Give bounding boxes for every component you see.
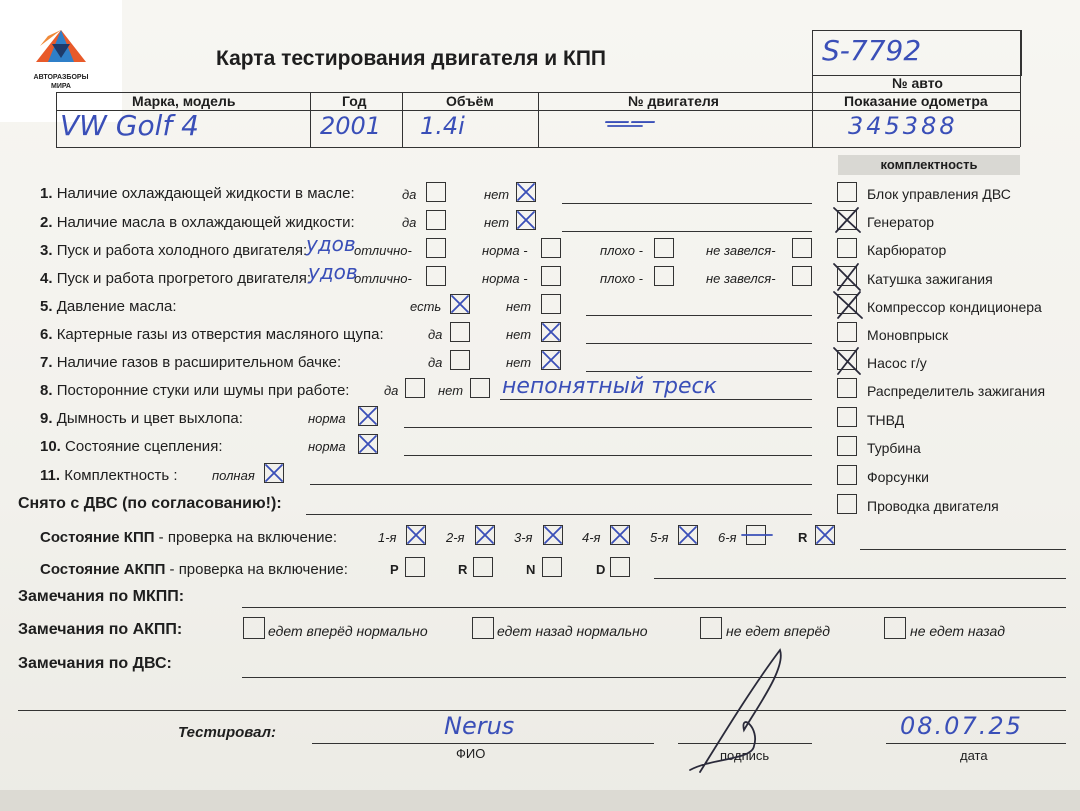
- comp-checkbox-6[interactable]: [837, 322, 857, 342]
- comp-checkbox-10[interactable]: [837, 436, 857, 456]
- q3-nostart-label: не завелся-: [706, 243, 776, 258]
- q10-normal-checkbox[interactable]: [358, 434, 378, 454]
- question-5: 5. Давление масла:: [40, 298, 177, 315]
- question-2: 2. Наличие масла в охлаждающей жидкости:: [40, 214, 355, 231]
- q11-full-label: полная: [212, 468, 255, 483]
- q8-no-checkbox[interactable]: [470, 378, 490, 398]
- volume-label: Объём: [446, 93, 494, 109]
- q4-bad-checkbox[interactable]: [654, 266, 674, 286]
- gear-r-label: R: [798, 530, 808, 545]
- q6-no-label: нет: [506, 327, 532, 342]
- q9-normal-label: норма: [308, 411, 346, 426]
- card-edge: [0, 790, 1080, 811]
- q1-no-checkbox[interactable]: [516, 182, 536, 202]
- logo-mark-icon: [0, 0, 122, 80]
- q8-handwriting: непонятный треск: [502, 374, 717, 399]
- question-7: 7. Наличие газов в расширительном бачке:: [40, 354, 342, 371]
- q1-yes-label: да: [402, 187, 417, 202]
- comp-label-11: Форсунки: [867, 469, 929, 485]
- q2-no-label: нет: [484, 215, 510, 230]
- gear-4-label: 4-я: [582, 530, 601, 545]
- gear-3-label: 3-я: [514, 530, 533, 545]
- akpp-backward-ok-checkbox[interactable]: [472, 617, 494, 639]
- comp-label-5: Компрессор кондиционера: [867, 299, 1042, 315]
- comp-label-10: Турбина: [867, 440, 921, 456]
- question-8: 8. Посторонние стуки или шумы при работе:: [40, 382, 350, 399]
- tester-name: Nerus: [444, 712, 515, 740]
- gear-1-label: 1-я: [378, 530, 397, 545]
- remarks-akpp-label: Замечания по АКПП:: [18, 621, 183, 638]
- remarks-mkpp-label: Замечания по МКПП:: [18, 588, 185, 605]
- question-10: 10. Состояние сцепления:: [40, 438, 223, 455]
- q5-yes-checkbox[interactable]: [450, 294, 470, 314]
- q7-no-checkbox[interactable]: [541, 350, 561, 370]
- q6-yes-checkbox[interactable]: [450, 322, 470, 342]
- q11-full-checkbox[interactable]: [264, 463, 284, 483]
- tested-label: Тестировал:: [178, 724, 276, 741]
- removed-label: Снято с ДВС (по согласованию!):: [18, 495, 282, 512]
- q4-excellent-label: отлично-: [354, 271, 412, 286]
- gear-3-checkbox[interactable]: [543, 525, 563, 545]
- date-label: дата: [960, 748, 988, 763]
- mode-n-label: N: [526, 562, 536, 577]
- question-1: 1. Наличие охлаждающей жидкости в масле:: [40, 185, 355, 202]
- gear-5-label: 5-я: [650, 530, 669, 545]
- akpp-no-backward-checkbox[interactable]: [884, 617, 906, 639]
- q4-excellent-checkbox[interactable]: [426, 266, 446, 286]
- q3-handwriting: удов: [306, 232, 356, 256]
- q5-no-label: нет: [506, 299, 532, 314]
- comp-checkbox-11[interactable]: [837, 465, 857, 485]
- comp-label-6: Моновпрыск: [867, 327, 949, 343]
- year-label: Год: [342, 93, 367, 109]
- q8-yes-checkbox[interactable]: [405, 378, 425, 398]
- question-6: 6. Картерные газы из отверстия масляного щупа:: [40, 326, 384, 343]
- akpp-backward-ok-label: едет назад нормально: [497, 623, 648, 639]
- comp-label-3: Карбюратор: [867, 242, 947, 258]
- q2-yes-checkbox[interactable]: [426, 210, 446, 230]
- q6-yes-label: да: [428, 327, 443, 342]
- q2-no-checkbox[interactable]: [516, 210, 536, 230]
- logo-line1: АВТОРАЗБОРЫ: [33, 74, 89, 81]
- q3-excellent-checkbox[interactable]: [426, 238, 446, 258]
- q6-no-checkbox[interactable]: [541, 322, 561, 342]
- comp-checkbox-3[interactable]: [837, 238, 857, 258]
- q7-yes-label: да: [428, 355, 443, 370]
- auto-no-label: № авто: [892, 75, 943, 91]
- mode-r-label: R: [458, 562, 468, 577]
- q9-normal-checkbox[interactable]: [358, 406, 378, 426]
- mode-p-label: P: [390, 562, 399, 577]
- akpp-no-backward-label: не едет назад: [910, 623, 1005, 639]
- gear-4-checkbox[interactable]: [610, 525, 630, 545]
- q3-excellent-label: отлично-: [354, 243, 412, 258]
- gear-r-checkbox[interactable]: [815, 525, 835, 545]
- complectness-label: комплектность: [838, 155, 1020, 175]
- question-11: 11. Комплектность :: [40, 467, 178, 484]
- question-3: 3. Пуск и работа холодного двигателя:: [40, 242, 308, 259]
- volume-value: 1.4i: [420, 112, 465, 140]
- comp-checkbox-7[interactable]: [837, 350, 857, 370]
- header-line-bottom: [56, 147, 1020, 148]
- q5-yes-label: есть: [410, 299, 442, 314]
- logo: [0, 0, 122, 122]
- mode-d-checkbox[interactable]: [610, 557, 630, 577]
- comp-label-9: ТНВД: [867, 412, 905, 428]
- q4-normal-checkbox[interactable]: [541, 266, 561, 286]
- q3-normal-checkbox[interactable]: [541, 238, 561, 258]
- comp-label-12: Проводка двигателя: [867, 498, 999, 514]
- q1-no-label: нет: [484, 187, 510, 202]
- page-title: Карта тестирования двигателя и КПП: [216, 47, 607, 70]
- comp-checkbox-1[interactable]: [837, 182, 857, 202]
- q1-yes-checkbox[interactable]: [426, 182, 446, 202]
- comp-checkbox-2[interactable]: [837, 210, 857, 230]
- comp-label-7: Насос г/у: [867, 355, 927, 371]
- gear-5-checkbox[interactable]: [678, 525, 698, 545]
- q2-yes-label: да: [402, 215, 417, 230]
- q7-yes-checkbox[interactable]: [450, 350, 470, 370]
- remarks-dvs-label: Замечания по ДВС:: [18, 655, 172, 672]
- q4-handwriting: удов: [308, 260, 358, 284]
- comp-label-1: Блок управления ДВС: [867, 186, 1011, 202]
- q8-yes-label: да: [384, 383, 399, 398]
- logo-line2: МИРА: [51, 83, 71, 90]
- akpp-forward-ok-label: едет вперёд нормально: [268, 623, 428, 639]
- q4-nostart-label: не завелся-: [706, 271, 776, 286]
- akpp-forward-ok-checkbox[interactable]: [243, 617, 265, 639]
- comp-checkbox-5[interactable]: [837, 294, 857, 314]
- q3-nostart-checkbox[interactable]: [792, 238, 812, 258]
- auto-no-value: S-7792: [822, 34, 922, 67]
- mode-r-checkbox[interactable]: [473, 557, 493, 577]
- akpp-label: Состояние АКПП - проверка на включение:: [40, 561, 348, 578]
- mode-p-checkbox[interactable]: [405, 557, 425, 577]
- comp-label-2: Генератор: [867, 214, 935, 230]
- odometer-value: 345388: [848, 112, 958, 140]
- q7-no-label: нет: [506, 355, 532, 370]
- comp-checkbox-9[interactable]: [837, 407, 857, 427]
- year-value: 2001: [320, 112, 382, 140]
- q3-normal-label: норма -: [482, 243, 528, 258]
- comp-label-8: Распределитель зажигания: [867, 383, 1046, 399]
- mode-d-label: D: [596, 562, 606, 577]
- make-model-value: VW Golf 4: [60, 109, 199, 142]
- q8-no-label: нет: [438, 383, 464, 398]
- gear-1-checkbox[interactable]: [406, 525, 426, 545]
- question-4: 4. Пуск и работа прогретого двигателя:: [40, 270, 312, 287]
- q3-bad-checkbox[interactable]: [654, 238, 674, 258]
- q3-bad-label: плохо -: [600, 243, 643, 258]
- odometer-label: Показание одометра: [844, 93, 988, 109]
- fio-label: ФИО: [456, 746, 486, 761]
- engine-no-label: № двигателя: [628, 93, 719, 109]
- engine-no-value: ——: [604, 106, 656, 136]
- akpp-no-forward-label: не едет вперёд: [726, 623, 831, 639]
- mode-n-checkbox[interactable]: [542, 557, 562, 577]
- q4-normal-label: норма -: [482, 271, 528, 286]
- akpp-no-forward-checkbox[interactable]: [700, 617, 722, 639]
- q4-nostart-checkbox[interactable]: [792, 266, 812, 286]
- date-value: 08.07.25: [900, 712, 1023, 740]
- q4-bad-label: плохо -: [600, 271, 643, 286]
- sign-label: подпись: [720, 748, 770, 763]
- q10-normal-label: норма: [308, 439, 346, 454]
- comp-checkbox-4[interactable]: [837, 266, 857, 286]
- q5-no-checkbox[interactable]: [541, 294, 561, 314]
- make-model-label: Марка, модель: [132, 93, 236, 109]
- comp-label-4: Катушка зажигания: [867, 271, 993, 287]
- gear-6-checkbox[interactable]: [746, 525, 766, 545]
- gear-6-label: 6-я: [718, 530, 737, 545]
- question-9: 9. Дымность и цвет выхлопа:: [40, 410, 243, 427]
- comp-checkbox-12[interactable]: [837, 494, 857, 514]
- gear-2-label: 2-я: [446, 530, 465, 545]
- kpp-label: Состояние КПП - проверка на включение:: [40, 529, 338, 546]
- gear-2-checkbox[interactable]: [475, 525, 495, 545]
- comp-checkbox-8[interactable]: [837, 378, 857, 398]
